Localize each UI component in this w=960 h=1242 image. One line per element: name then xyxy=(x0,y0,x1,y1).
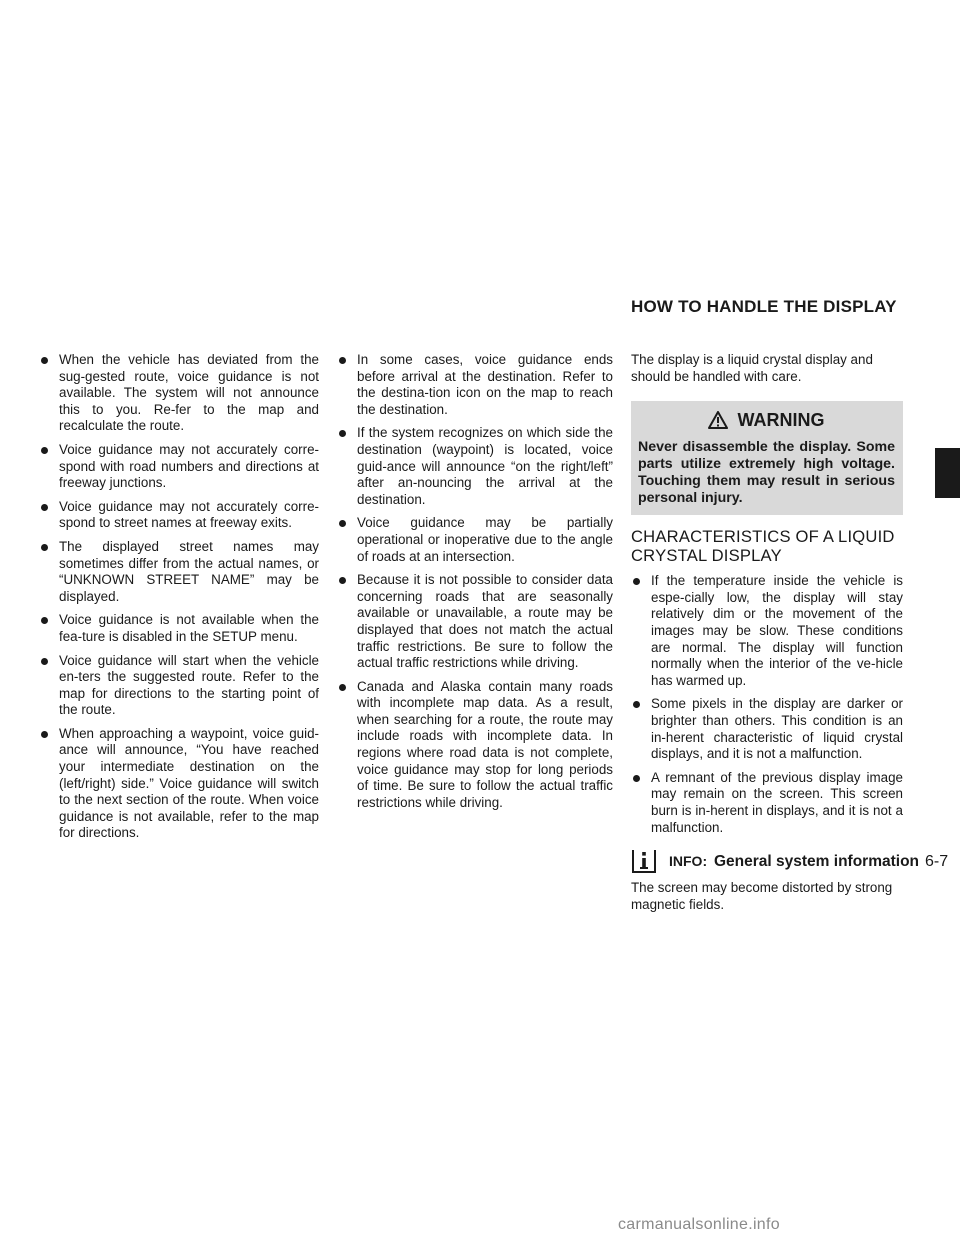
page-number: 6-7 xyxy=(925,853,949,870)
bullet-list-middle xyxy=(337,352,613,811)
column-left xyxy=(39,352,319,849)
list-item: In some cases, voice guidance ends before arrival at the destination. Refer to the destina-tion icon on the map to reach the destination. xyxy=(337,352,613,418)
intro-paragraph: The display is a liquid crystal display and should be handled with care. xyxy=(631,352,873,384)
warning-heading xyxy=(638,409,895,439)
list-item: When approaching a waypoint, voice guid-ance will announce, “You have reached your intermediate destination on the (left/right) side.” Voice guidance will switch to the next section of the route. When voice guidance is not available, refer to the map for directions. xyxy=(39,726,319,842)
column-right xyxy=(631,352,903,913)
list-item: The displayed street names may sometimes differ from the actual names, or “UNKNOWN STREET NAME” may be displayed. xyxy=(39,539,319,605)
list-item: Canada and Alaska contain many roads with incomplete map data. As a result, when searching for a route, the route may include roads with incomplete data. In regions where road data is not complete, voice guidance may stop for long periods of time. Be sure to follow the actual traffic restrictions while driving. xyxy=(337,679,613,812)
info-person-icon xyxy=(631,848,657,874)
page-footer xyxy=(714,853,948,871)
watermark: carmanualsonline.info xyxy=(618,1216,780,1233)
list-item: When the vehicle has deviated from the sug-gested route, voice guidance is not available. The system will not announce this to you. Re-fer to the map and recalculate the route. xyxy=(39,352,319,435)
list-item: If the system recognizes on which side the destination (waypoint) is located, voice guid-ance will announce “on the right/left” after an-nouncing the arrival at the destination. xyxy=(337,425,613,508)
footer-chapter-title: General system information xyxy=(714,853,920,870)
info-text: The screen may become distorted by strong magnetic fields. xyxy=(631,880,893,912)
list-item: A remnant of the previous display image may remain on the screen. This screen burn is in-herent in displays, and it is not a malfunction. xyxy=(631,770,903,836)
list-item: If the temperature inside the vehicle is espe-cially low, the display will stay relatively dim or the movement of the images may be slow. These conditions are normal. The display will function normally when the interior of the ve-hicle has warmed up. xyxy=(631,573,903,689)
list-item: Voice guidance will start when the vehicle en-ters the suggested route. Refer to the map for directions to the starting point of the route. xyxy=(39,653,319,719)
chapter-thumb-tab xyxy=(935,448,960,498)
section-title: HOW TO HANDLE THE DISPLAY xyxy=(631,297,897,316)
bullet-list-left xyxy=(39,352,319,842)
column-middle xyxy=(337,352,613,818)
list-item: Voice guidance may not accurately corre-spond to street names at freeway exits. xyxy=(39,499,319,532)
warning-title: WARNING xyxy=(737,410,825,431)
list-item: Voice guidance may be partially operational or inoperative due to the angle of roads at an intersection. xyxy=(337,515,613,565)
list-item: Voice guidance may not accurately corre-spond with road numbers and directions at freeway junctions. xyxy=(39,442,319,492)
warning-box xyxy=(631,401,903,515)
list-item: Voice guidance is not available when the fea-ture is disabled in the SETUP menu. xyxy=(39,612,319,645)
list-item: Some pixels in the display are darker or brighter than others. This condition is an in-herent characteristic of liquid crystal displays, and it is not a malfunction. xyxy=(631,696,903,762)
info-label: INFO: xyxy=(669,852,708,869)
warning-triangle-icon xyxy=(708,411,728,429)
bullet-list-right xyxy=(631,573,903,836)
list-item: Because it is not possible to consider data concerning roads that are seasonally available or unavailable, a route may be displayed that does not match the actual traffic restrictions. Be sure to follow the actual traffic restrictions while driving. xyxy=(337,572,613,672)
subheading: CHARACTERISTICS OF A LIQUID CRYSTAL DISPLAY xyxy=(631,527,895,566)
warning-text: Never disassemble the display. Some parts utilize extremely high voltage. Touching them may result in serious personal injury. xyxy=(638,439,895,507)
